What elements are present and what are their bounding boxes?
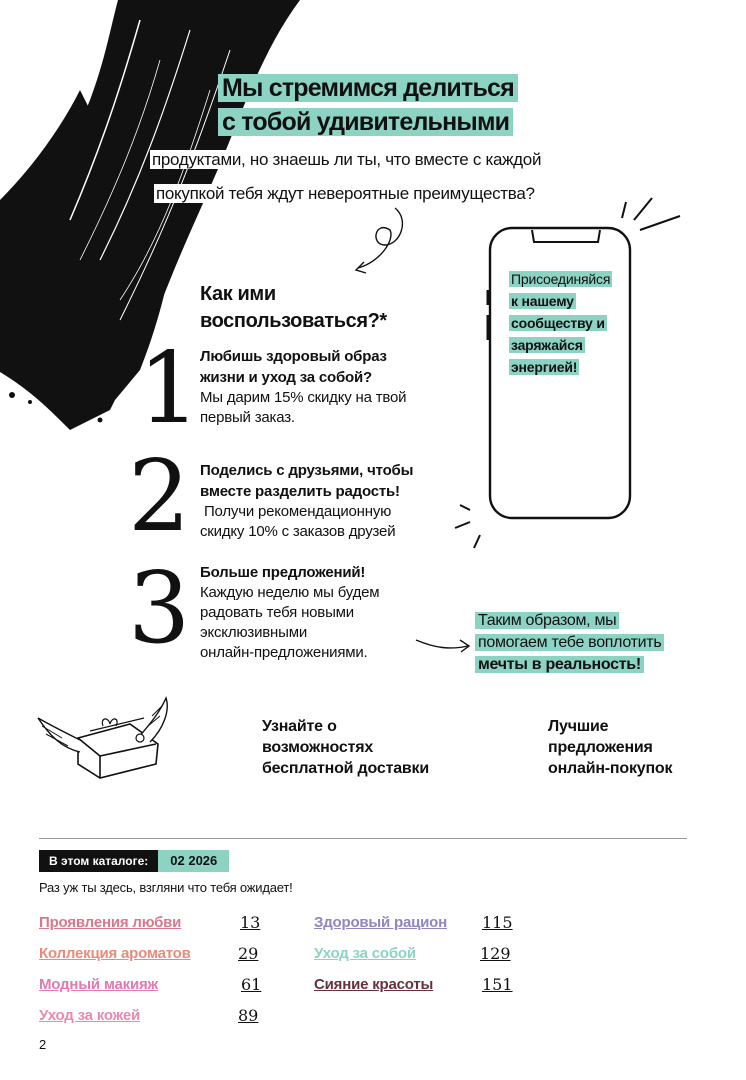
step-1-title-l1: Любишь здоровый образ <box>200 348 387 365</box>
toc-page-radiance[interactable]: 151 <box>482 975 513 994</box>
step-3 <box>200 562 379 663</box>
step-2-title-l1: Поделись с друзьями, чтобы <box>200 462 414 479</box>
toc-page-makeup[interactable]: 61 <box>241 975 262 994</box>
toc-title: Коллекция ароматов <box>39 945 191 962</box>
toc-item-fragrance[interactable] <box>39 945 191 962</box>
toc-title: Проявления любви <box>39 914 182 931</box>
toc-page-fragrance[interactable]: 29 <box>238 944 259 963</box>
phone-line-3: сообществу и <box>511 315 605 331</box>
toc-title: Уход за собой <box>314 945 416 962</box>
toc-page-nutrition[interactable]: 115 <box>482 913 513 932</box>
toc-item-love[interactable] <box>39 914 181 931</box>
catalog-intro: Раз уж ты здесь, взгляни что тебя ожидает! <box>39 880 293 895</box>
step-3-title: Больше предложений! <box>200 564 366 581</box>
toc-item-radiance[interactable] <box>314 976 433 993</box>
toc-title: Уход за кожей <box>39 1007 141 1024</box>
headline-line-4: покупкой тебя ждут невероятные преимущества? <box>156 184 535 203</box>
step-number-2: 2 <box>128 440 191 554</box>
best-offers-l3: онлайн-покупок <box>548 760 673 777</box>
toc-page-selfcare[interactable]: 129 <box>480 944 511 963</box>
step-3-text-l1: Каждую неделю мы будем <box>200 584 380 601</box>
phone-line-1: Присоединяйся <box>511 271 611 287</box>
phone-line-5: энергией! <box>511 359 578 375</box>
best-offers-l2: предложения <box>548 739 653 756</box>
result-line-3: мечты в реальность! <box>475 656 644 673</box>
step-3-text-l2: радовать тебя новыми <box>200 604 354 621</box>
catalog-label-key: В этом каталоге: <box>39 850 158 872</box>
result-line-1: Таким образом, мы <box>475 612 619 629</box>
step-3-text-l4: онлайн-предложениями. <box>200 644 368 661</box>
result-line-2: помогаем тебе воплотить <box>475 634 664 651</box>
phone-line-4: заряжайся <box>511 337 583 353</box>
headline <box>218 71 518 139</box>
result-text <box>475 610 664 676</box>
headline-line-2: с тобой удивительными <box>218 108 513 136</box>
headline-subtext <box>150 144 543 210</box>
toc-page-love[interactable]: 13 <box>240 913 261 932</box>
toc-title: Сияние красоты <box>314 976 434 993</box>
toc-item-nutrition[interactable] <box>314 914 447 931</box>
free-delivery-link[interactable] <box>262 716 429 779</box>
free-delivery-l3: бесплатной доставки <box>262 760 429 777</box>
flying-box-illustration <box>38 698 167 778</box>
toc-page-skincare[interactable]: 89 <box>238 1006 259 1025</box>
best-offers-l1: Лучшие <box>548 718 609 735</box>
free-delivery-l2: возможностях <box>262 739 374 756</box>
page-number: 2 <box>39 1037 47 1052</box>
section-divider <box>39 838 687 839</box>
toc-item-makeup[interactable] <box>39 976 158 993</box>
step-2-text-l2: скидку 10% с заказов друзей <box>200 523 396 540</box>
step-1-text-l1: Мы дарим 15% скидку на твой <box>200 389 407 406</box>
howto-heading <box>200 281 387 335</box>
step-2 <box>200 460 413 542</box>
best-offers-link[interactable] <box>548 716 672 779</box>
step-2-text-l1: Получи рекомендационную <box>200 503 392 520</box>
toc-title: Здоровый рацион <box>314 914 447 931</box>
catalog-label <box>39 850 229 872</box>
howto-line-1: Как ими <box>200 283 276 305</box>
phone-line-2: к нашему <box>511 293 574 309</box>
step-1-title-l2: жизни и уход за собой? <box>200 369 372 386</box>
headline-line-3: продуктами, но знаешь ли ты, что вместе с каждой <box>152 150 542 169</box>
howto-line-2: воспользоваться?* <box>200 310 387 332</box>
toc-item-selfcare[interactable] <box>314 945 416 962</box>
step-number-1: 1 <box>138 332 201 446</box>
step-1 <box>200 346 406 428</box>
free-delivery-l1: Узнайте о <box>262 718 337 735</box>
toc-title: Модный макияж <box>39 976 158 993</box>
step-3-text-l3: эксклюзивными <box>200 624 307 641</box>
catalog-issue: 02 2026 <box>158 850 229 872</box>
toc-item-skincare[interactable] <box>39 1007 140 1024</box>
headline-line-1: Мы стремимся делиться <box>218 74 518 102</box>
step-1-text-l2: первый заказ. <box>200 409 295 426</box>
phone-screen-text <box>509 268 612 378</box>
step-2-title-l2: вместе разделить радость! <box>200 483 400 500</box>
step-number-3: 3 <box>128 552 191 666</box>
